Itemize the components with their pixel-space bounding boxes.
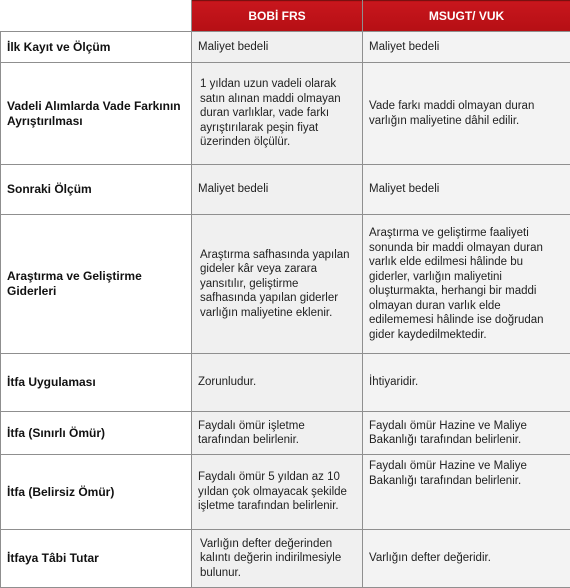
criterion-cell: Sonraki Ölçüm — [1, 165, 192, 215]
criterion-cell: İtfa (Belirsiz Ömür) — [1, 455, 192, 530]
table-row — [1, 412, 570, 455]
criterion-cell: İlk Kayıt ve Ölçüm — [1, 32, 192, 63]
table-row — [1, 165, 570, 215]
criterion-cell: İtfa Uygulaması — [1, 354, 192, 412]
msugt-vuk-cell: Araştırma ve geliştirme faaliyeti sonunda bir maddi olmayan duran varlık elde edilmesi hâlinde bu giderler, varlığın maliyetini oluşturmakta, herhangi bir maddi olmayan duran varlık elde edilememesi hâlinde ise doğrudan gider kaydedilmektedir. — [363, 215, 570, 354]
msugt-vuk-cell: Maliyet bedeli — [363, 165, 570, 215]
table-row — [1, 215, 570, 354]
bobi-frs-cell: Faydalı ömür işletme tarafından belirlenir. — [192, 412, 363, 455]
bobi-frs-cell: 1 yıldan uzun vadeli olarak satın alınan maddi olmayan duran varlıklar, vade farkı ayrıştırılarak peşin fiyat üzerinden ölçülür. — [192, 63, 363, 165]
bobi-frs-cell: Varlığın defter değerinden kalıntı değerin indirilmesiyle bulunur. — [192, 530, 363, 588]
bobi-frs-cell: Maliyet bedeli — [192, 32, 363, 63]
header-criterion — [1, 1, 192, 32]
criterion-cell: İtfa (Sınırlı Ömür) — [1, 412, 192, 455]
table-row — [1, 354, 570, 412]
header-row — [1, 1, 570, 32]
criterion-cell: Araştırma ve Geliştirme Giderleri — [1, 215, 192, 354]
msugt-vuk-cell: Vade farkı maddi olmayan duran varlığın maliyetine dâhil edilir. — [363, 63, 570, 165]
msugt-vuk-cell: Faydalı ömür Hazine ve Maliye Bakanlığı tarafından belirlenir. — [363, 455, 570, 530]
msugt-vuk-cell: Varlığın defter değeridir. — [363, 530, 570, 588]
table-row — [1, 32, 570, 63]
table-body — [1, 32, 570, 588]
table-header — [1, 1, 570, 32]
msugt-vuk-cell: Maliyet bedeli — [363, 32, 570, 63]
bobi-frs-cell: Zorunludur. — [192, 354, 363, 412]
bobi-frs-cell: Faydalı ömür 5 yıldan az 10 yıldan çok olmayacak şekilde işletme tarafından belirlenir. — [192, 455, 363, 530]
table-row — [1, 455, 570, 530]
bobi-frs-cell: Araştırma safhasında yapılan gideler kâr veya zarara yansıtılır, geliştirme safhasında yapılan giderler varlığın maliyetine eklenir. — [192, 215, 363, 354]
criterion-cell: İtfaya Tâbi Tutar — [1, 530, 192, 588]
header-bobi-frs: BOBİ FRS — [192, 1, 363, 32]
table-row — [1, 530, 570, 588]
criterion-cell: Vadeli Alımlarda Vade Farkının Ayrıştırılması — [1, 63, 192, 165]
msugt-vuk-cell: İhtiyaridir. — [363, 354, 570, 412]
msugt-vuk-cell: Faydalı ömür Hazine ve Maliye Bakanlığı tarafından belirlenir. — [363, 412, 570, 455]
header-msugt-vuk: MSUGT/ VUK — [363, 1, 570, 32]
bobi-frs-cell: Maliyet bedeli — [192, 165, 363, 215]
table-row — [1, 63, 570, 165]
